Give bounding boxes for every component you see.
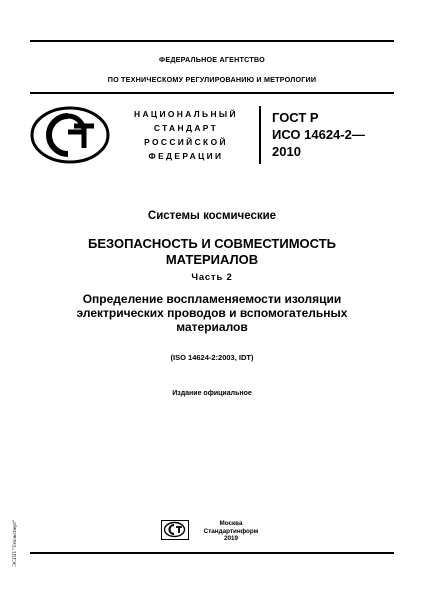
publisher-logo-icon: [162, 521, 187, 538]
side-note: ЭСПП "Техэксперт": [12, 519, 18, 567]
national-line-1: НАЦИОНАЛЬНЫЙ: [134, 109, 238, 119]
publisher-info: [196, 520, 266, 543]
national-line-2: СТАНДАРТ: [153, 123, 219, 133]
main-title: [30, 236, 394, 268]
top-rule: [30, 40, 394, 42]
national-line-4: ФЕДЕРАЦИИ: [148, 151, 224, 161]
edition-label: Издание официальное: [172, 390, 252, 397]
iso-reference: (ISO 14624-2:2003, IDT): [170, 353, 254, 362]
subtitle-line-3: материалов: [176, 320, 248, 334]
series-title: Системы космические: [147, 210, 277, 222]
part-label: Часть 2: [191, 272, 233, 283]
publisher-name: Стандартинформ: [203, 527, 259, 535]
subtitle-line-1: Определение воспламеняемости изоляции: [82, 292, 342, 306]
agency-line-1: ФЕДЕРАЛЬНОЕ АГЕНТСТВО: [159, 55, 265, 64]
main-title-line-1: БЕЗОПАСНОСТЬ И СОВМЕСТИМОСТЬ: [87, 236, 336, 251]
header-rule: [30, 92, 394, 94]
agency-line-2: ПО ТЕХНИЧЕСКОМУ РЕГУЛИРОВАНИЮ И МЕТРОЛОГИИ: [107, 75, 317, 84]
rst-emblem-icon: [30, 106, 110, 164]
publisher-city: Москва: [219, 520, 243, 527]
publisher-year: 2019: [223, 535, 238, 542]
subtitle: [30, 292, 394, 334]
gost-line-1: ГОСТ Р: [272, 110, 319, 125]
publisher-logo: [161, 520, 189, 540]
national-standard-label: [126, 107, 246, 163]
gost-line-3: 2010: [272, 144, 301, 159]
gost-designation: [272, 109, 365, 160]
national-line-3: РОССИЙСКОЙ: [144, 137, 228, 147]
block-divider: [259, 106, 261, 164]
gost-line-2: ИСО 14624-2—: [272, 127, 365, 142]
main-title-line-2: МАТЕРИАЛОВ: [165, 252, 259, 267]
subtitle-line-2: электрических проводов и вспомогательных: [76, 306, 348, 320]
bottom-rule: [30, 552, 394, 554]
